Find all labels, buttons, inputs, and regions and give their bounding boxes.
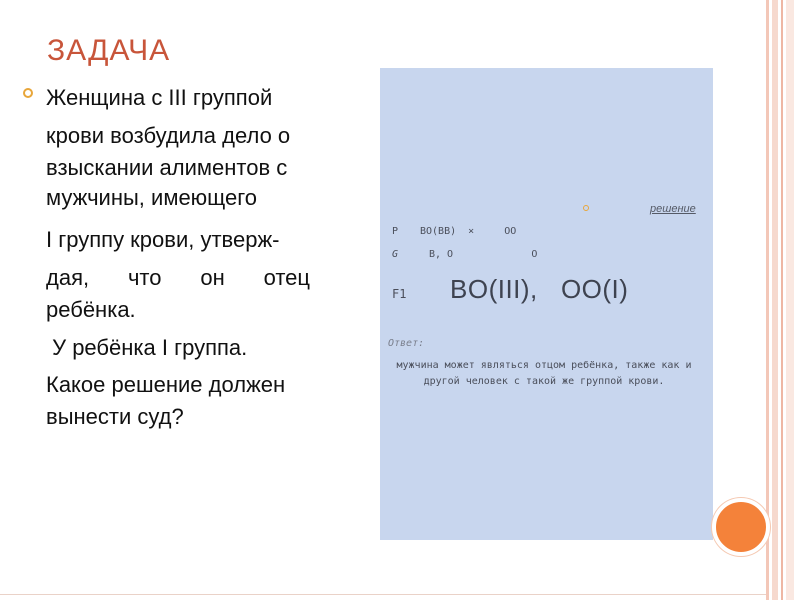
problem-line: I группу крови, утверж-	[46, 227, 280, 252]
edge-stripe	[772, 0, 778, 600]
problem-word: он	[200, 265, 225, 290]
answer-text: мужчина может являться отцом ребёнка, также как и другой человек с такой же группой крови.	[396, 360, 692, 387]
problem-word: что	[127, 265, 162, 290]
problem-word: отец	[263, 265, 310, 290]
answer-label: Ответ:	[388, 338, 425, 349]
slide-title: ЗАДАЧА	[47, 34, 171, 67]
edge-stripe	[766, 0, 769, 600]
bullet-circle-icon	[23, 88, 33, 98]
problem-line: Какое решение должен	[46, 372, 286, 397]
problem-line: У ребёнка I группа.	[46, 335, 248, 360]
problem-line: взыскании алиментов с	[46, 155, 288, 180]
problem-line-justified	[46, 265, 310, 291]
solution-link[interactable]: решение	[650, 203, 696, 215]
problem-line: ребёнка.	[46, 297, 136, 322]
bullet-circle-icon	[583, 205, 589, 211]
problem-line: Женщина с III группой	[46, 85, 273, 110]
problem-word: дая,	[46, 265, 90, 290]
gametes-values: B, O O	[429, 249, 538, 260]
solution-panel	[380, 68, 713, 540]
edge-stripe	[786, 0, 794, 600]
edge-stripe	[781, 0, 783, 600]
problem-line: мужчины, имеющего	[46, 185, 258, 210]
bottom-divider	[0, 594, 766, 595]
f1-result: BO(III), OO(I)	[450, 274, 629, 304]
f1-label: F1	[392, 287, 407, 301]
problem-line: крови возбудила дело о	[46, 123, 291, 148]
parents-label: P	[392, 226, 399, 237]
decorative-orange-circle	[712, 498, 770, 556]
gametes-label: G	[392, 249, 399, 260]
parents-genotypes: BO(BB) × OO	[420, 226, 517, 237]
problem-line: вынести суд?	[46, 404, 184, 429]
